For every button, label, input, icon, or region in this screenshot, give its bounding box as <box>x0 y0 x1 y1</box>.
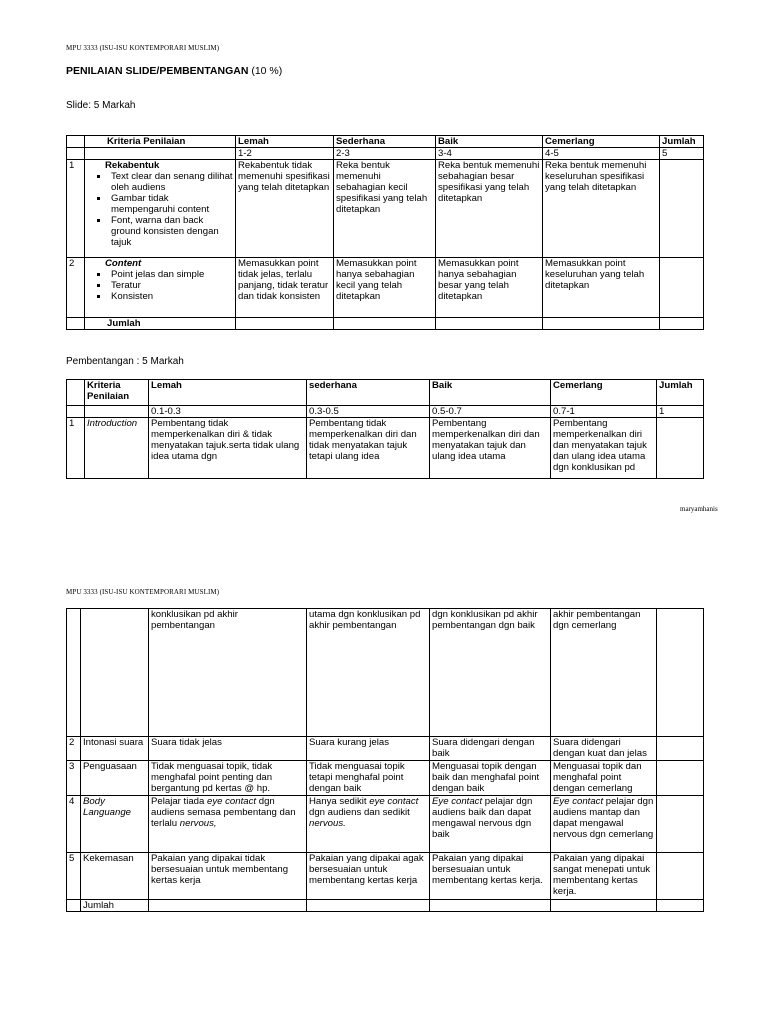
table-row <box>67 609 704 737</box>
empty-cell <box>67 900 81 912</box>
row-number: 4 <box>67 796 81 853</box>
cemerlang-cell: akhir pembentangan dgn cemerlang <box>551 609 657 737</box>
sederhana-cell: Memasukkan point hanya sebahagian kecil yang telah ditetapkan <box>334 258 436 318</box>
table-header-row <box>67 380 704 406</box>
empty-cell <box>67 406 85 418</box>
jumlah-cell <box>660 258 704 318</box>
cemerlang-cell: Pakaian yang dipakai sangat menepati untuk membentang kertas kerja. <box>551 853 657 900</box>
criterion-cell: Kekemasan <box>81 853 149 900</box>
header-cell: Baik <box>436 136 543 148</box>
jumlah-cell <box>657 796 704 853</box>
empty-cell <box>149 900 307 912</box>
bullet-item: ▪ Konsisten <box>109 291 233 302</box>
lemah-cell: Tidak menguasai topik, tidak menghafal point penting dan bergantung pd kertas @ hp. <box>149 761 307 796</box>
table-row <box>67 258 704 318</box>
range-cell: 2-3 <box>334 148 436 160</box>
cemerlang-cell <box>551 796 657 853</box>
header-cell: Sederhana <box>334 136 436 148</box>
slide-section-label: Slide: 5 Markah <box>66 100 136 111</box>
text-run: pelajar dgn audiens baik dan dapat mengawal nervous dgn baik <box>432 796 533 840</box>
jumlah-cell <box>660 160 704 258</box>
text-run: eye contact <box>207 796 257 807</box>
cemerlang-cell: Suara didengari dengan kuat dan jelas <box>551 737 657 761</box>
text-run: dgn audiens dan sedikit <box>309 807 410 818</box>
jumlah-cell <box>657 418 704 479</box>
empty-cell <box>551 900 657 912</box>
range-cell: 0.7-1 <box>551 406 657 418</box>
criterion-bullets <box>87 171 233 248</box>
range-cell: 1 <box>657 406 704 418</box>
criterion-cell <box>85 160 236 258</box>
range-cell: 0.1-0.3 <box>149 406 307 418</box>
bullet-item: ▪ Gambar tidak mempengaruhi content <box>109 193 233 215</box>
empty-cell <box>236 318 334 330</box>
lemah-cell: Pakaian yang dipakai tidak bersesuaian untuk membentang kertas kerja <box>149 853 307 900</box>
baik-cell: Suara didengari dengan baik <box>430 737 551 761</box>
lemah-cell: Suara tidak jelas <box>149 737 307 761</box>
lemah-cell: Rekabentuk tidak memenuhi spesifikasi yang telah ditetapkan <box>236 160 334 258</box>
cemerlang-cell: Menguasai topik dan menghafal point dengan cemerlang <box>551 761 657 796</box>
row-number: 2 <box>67 258 85 318</box>
header-cell: Kriteria Penilaian <box>85 136 236 148</box>
baik-cell: Pembentang memperkenalkan diri dan menyatakan tajuk dan ulang idea utama <box>430 418 551 479</box>
header-cell: Jumlah <box>657 380 704 406</box>
total-label: Jumlah <box>81 900 149 912</box>
criterion-bullets <box>87 269 233 302</box>
empty-cell <box>85 406 149 418</box>
table-row <box>67 160 704 258</box>
criterion-cell: Penguasaan <box>81 761 149 796</box>
baik-cell: Menguasai topik dengan baik dan menghafal point dengan baik <box>430 761 551 796</box>
text-run: nervous, <box>179 818 217 829</box>
header-cell: Baik <box>430 380 551 406</box>
bullet-item: ▪ Font, warna dan back ground konsisten dengan tajuk <box>109 215 233 248</box>
text-run: pelajar dgn audiens mantap dan dapat mengawal nervous dgn cemerlang <box>553 796 654 840</box>
header-cell: Kriteria Penilaian <box>85 380 149 406</box>
empty-cell <box>67 609 81 737</box>
empty-cell <box>81 609 149 737</box>
criterion-cell: Intonasi suara <box>81 737 149 761</box>
row-number: 1 <box>67 160 85 258</box>
header-cell-no <box>67 380 85 406</box>
baik-cell <box>430 796 551 853</box>
header-cell: Jumlah <box>660 136 704 148</box>
sederhana-cell: utama dgn konklusikan pd akhir pembentangan <box>307 609 430 737</box>
range-row <box>67 406 704 418</box>
baik-cell: Memasukkan point hanya sebahagian besar yang telah ditetapkan <box>436 258 543 318</box>
cemerlang-cell: Memasukkan point keseluruhan yang telah ditetapkan <box>543 258 660 318</box>
sederhana-cell: Tidak menguasai topik tetapi menghafal point dengan baik <box>307 761 430 796</box>
criterion-cell: Body Languange <box>81 796 149 853</box>
lemah-cell: konklusikan pd akhir pembentangan <box>149 609 307 737</box>
pembentangan-rubric-table <box>66 379 704 479</box>
table-row <box>67 418 704 479</box>
text-run: Pelajar tiada <box>151 796 207 807</box>
empty-cell <box>543 318 660 330</box>
sederhana-cell <box>307 796 430 853</box>
empty-cell <box>67 318 85 330</box>
empty-cell <box>67 148 85 160</box>
table-row <box>67 796 704 853</box>
jumlah-cell <box>657 737 704 761</box>
bullet-item: ▪ Teratur <box>109 280 233 291</box>
row-number: 1 <box>67 418 85 479</box>
baik-cell: dgn konklusikan pd akhir pembentangan dgn baik <box>430 609 551 737</box>
row-number: 3 <box>67 761 81 796</box>
empty-cell <box>307 900 430 912</box>
sederhana-cell: Suara kurang jelas <box>307 737 430 761</box>
table-row <box>67 761 704 796</box>
header-cell-no <box>67 136 85 148</box>
table-header-row <box>67 136 704 148</box>
baik-cell: Pakaian yang dipakai bersesuaian untuk membentang kertas kerja. <box>430 853 551 900</box>
empty-cell <box>436 318 543 330</box>
table-row <box>67 853 704 900</box>
lemah-cell: Pembentang tidak memperkenalkan diri & tidak menyatakan tajuk.serta tidak ulang idea utama dgn <box>149 418 307 479</box>
title-text: PENILAIAN SLIDE/PEMBENTANGAN <box>66 65 249 77</box>
sederhana-cell: Reka bentuk memenuhi sebahagian kecil spesifikasi yang telah ditetapkan <box>334 160 436 258</box>
pembentangan-rubric-table-continued <box>66 608 704 912</box>
header-cell: Lemah <box>236 136 334 148</box>
text-run: Hanya sedikit <box>309 796 370 807</box>
footer-author: maryamhanis <box>680 505 718 513</box>
lemah-cell <box>149 796 307 853</box>
baik-cell: Reka bentuk memenuhi sebahagian besar spesifikasi yang telah ditetapkan <box>436 160 543 258</box>
pembentangan-section-label: Pembentangan : 5 Markah <box>66 356 184 367</box>
text-run: dgn audiens semasa pembentang dan terlalu <box>151 796 296 829</box>
range-row <box>67 148 704 160</box>
table-row <box>67 737 704 761</box>
lemah-cell: Memasukkan point tidak jelas, terlalu panjang, tidak teratur dan tidak konsisten <box>236 258 334 318</box>
header-cell: Cemerlang <box>551 380 657 406</box>
empty-cell <box>430 900 551 912</box>
header-cell: Lemah <box>149 380 307 406</box>
total-row <box>67 900 704 912</box>
jumlah-cell <box>657 609 704 737</box>
page-header: MPU 3333 (ISU-ISU KONTEMPORARI MUSLIM) <box>66 44 220 52</box>
page-header: MPU 3333 (ISU-ISU KONTEMPORARI MUSLIM) <box>66 588 220 596</box>
text-run: Eye contact <box>553 796 604 807</box>
text-run: nervous. <box>309 818 346 829</box>
range-cell: 1-2 <box>236 148 334 160</box>
cemerlang-cell: Pembentang memperkenalkan diri dan menyatakan tajuk dan ulang idea utama dgn konklusikan pd <box>551 418 657 479</box>
empty-cell <box>657 900 704 912</box>
total-row <box>67 318 704 330</box>
header-cell: sederhana <box>307 380 430 406</box>
page-title <box>66 65 282 77</box>
total-label: Jumlah <box>85 318 236 330</box>
row-number: 2 <box>67 737 81 761</box>
empty-cell <box>85 148 236 160</box>
bullet-item: ▪ Point jelas dan simple <box>109 269 233 280</box>
jumlah-cell <box>657 853 704 900</box>
row-number: 5 <box>67 853 81 900</box>
title-percentage: (10 %) <box>251 65 283 77</box>
text-run: eye contact <box>369 796 419 807</box>
sederhana-cell: Pakaian yang dipakai agak bersesuaian untuk membentang kertas kerja <box>307 853 430 900</box>
range-cell: 0.3-0.5 <box>307 406 430 418</box>
slide-rubric-table <box>66 135 704 330</box>
range-cell: 4-5 <box>543 148 660 160</box>
text-run: Eye contact <box>432 796 483 807</box>
header-cell: Cemerlang <box>543 136 660 148</box>
bullet-item: ▪ Text clear dan senang dilihat oleh audiens <box>109 171 233 193</box>
criterion-title: Content <box>105 258 142 269</box>
range-cell: 3-4 <box>436 148 543 160</box>
jumlah-cell <box>657 761 704 796</box>
empty-cell <box>660 318 704 330</box>
sederhana-cell: Pembentang tidak memperkenalkan diri dan tidak menyatakan tajuk tetapi ulang idea <box>307 418 430 479</box>
empty-cell <box>334 318 436 330</box>
criterion-cell <box>85 258 236 318</box>
range-cell: 0.5-0.7 <box>430 406 551 418</box>
range-cell: 5 <box>660 148 704 160</box>
cemerlang-cell: Reka bentuk memenuhi keseluruhan spesifikasi yang telah ditetapkan <box>543 160 660 258</box>
criterion-cell: Introduction <box>85 418 149 479</box>
criterion-title: Rekabentuk <box>105 160 160 171</box>
